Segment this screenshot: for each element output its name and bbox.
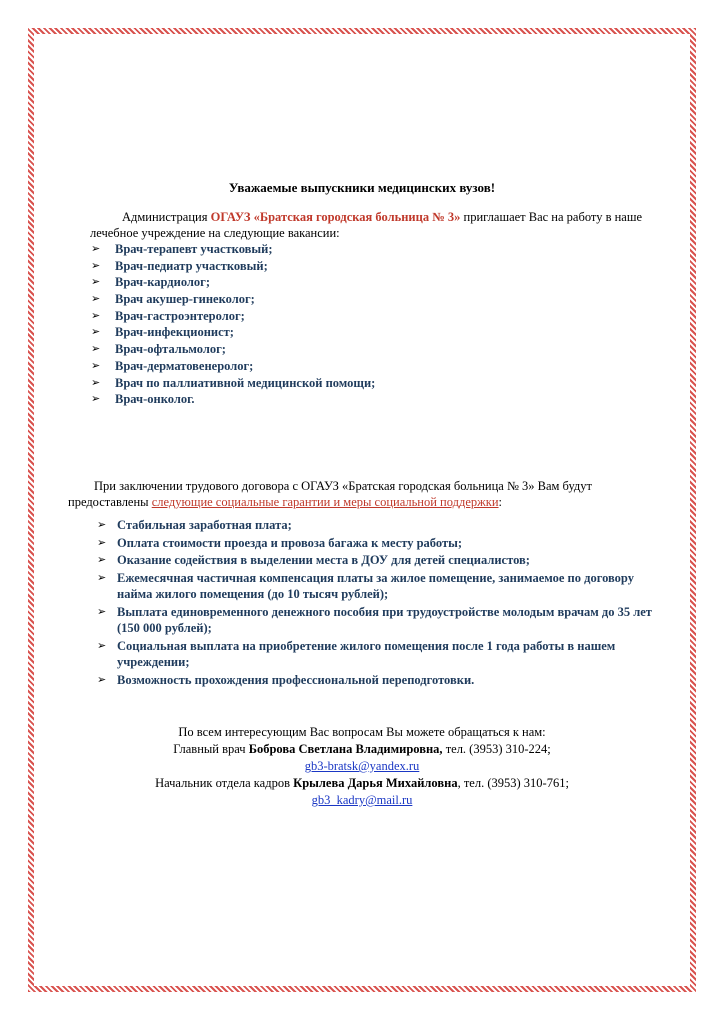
intro-before: Администрация — [122, 210, 211, 224]
arrowhead-bullet-icon: ➢ — [91, 242, 101, 255]
arrowhead-bullet-icon: ➢ — [97, 604, 107, 618]
vacancy-item: ➢ Врач-дерматовенеролог; — [91, 358, 254, 373]
arrowhead-bullet-icon: ➢ — [91, 275, 101, 289]
arrowhead-bullet-icon: ➢ — [97, 518, 107, 531]
hr-head-name: Крылева Дарья Михайловна — [293, 776, 458, 790]
guarantee-item: ➢ Возможность прохождения профессиональной переподготовки. — [97, 672, 475, 687]
arrowhead-bullet-icon: ➢ — [97, 570, 107, 584]
guarantee-item: ➢ Выплата единовременного денежного пособия при трудоустройстве молодым врачам до 35 лет (150 000 рублей); — [97, 604, 652, 635]
vacancy-item: ➢ Врач-кардиолог; — [91, 275, 211, 290]
arrowhead-bullet-icon: ➢ — [91, 308, 101, 322]
arrowhead-bullet-icon: ➢ — [97, 638, 107, 652]
arrowhead-bullet-icon: ➢ — [91, 292, 101, 306]
vacancy-item: ➢ Врач-терапевт участковый; — [91, 242, 273, 256]
arrowhead-bullet-icon: ➢ — [91, 358, 101, 372]
contract-after: : — [498, 495, 503, 509]
contacts-intro: По всем интересующим Вас вопросам Вы можете обращаться к нам: — [178, 725, 546, 739]
guarantees-highlight: следующие социальные гарантии и меры социальной поддержки — [151, 495, 499, 509]
arrowhead-bullet-icon: ➢ — [97, 553, 107, 566]
arrowhead-bullet-icon: ➢ — [97, 535, 107, 549]
arrowhead-bullet-icon: ➢ — [91, 392, 101, 406]
chief-doctor-line: Главный врач Боброва Светлана Владимировна, тел. (3953) 310-224; — [173, 742, 551, 756]
contract-paragraph — [68, 478, 648, 510]
guarantee-item: ➢ Ежемесячная частичная компенсация платы за жилое помещение, занимаемое по договору найма жилого помещения (до 10 тысяч рублей); — [97, 570, 634, 601]
guarantee-item: ➢ Оплата стоимости проезда и провоза багажа к месту работы; — [97, 535, 463, 550]
hr-email-link[interactable]: gb3_kadry@mail.ru — [311, 793, 413, 807]
guarantee-item: ➢ Стабильная заработная плата; — [97, 518, 292, 532]
arrowhead-bullet-icon: ➢ — [91, 342, 101, 356]
vacancy-item: ➢ Врач-офтальмолог; — [91, 342, 226, 357]
vacancy-item: ➢ Врач-педиатр участковый; — [91, 258, 268, 273]
vacancy-item: ➢ Врач-инфекционист; — [91, 325, 234, 340]
arrowhead-bullet-icon: ➢ — [97, 672, 107, 686]
vacancy-item: ➢ Врач по паллиативной медицинской помощи; — [91, 375, 376, 390]
vacancy-item: ➢ Врач акушер-гинеколог; — [91, 292, 255, 307]
vacancy-item: ➢ Врач-гастроэнтеролог; — [91, 308, 245, 323]
contacts-block — [0, 724, 724, 809]
arrowhead-bullet-icon: ➢ — [91, 325, 101, 339]
vacancy-list — [89, 241, 649, 408]
page-title: Уважаемые выпускники медицинских вузов! — [228, 180, 496, 195]
guarantee-list — [95, 517, 667, 689]
intro-paragraph — [90, 209, 660, 241]
contract-before: При заключении трудового договора с ОГАУЗ «Братская городская больница № 3» Вам будут предоставлены — [68, 479, 592, 509]
chief-email-link[interactable]: gb3-bratsk@yandex.ru — [304, 759, 420, 773]
hospital-name: ОГАУЗ «Братская городская больница № 3» — [210, 210, 461, 224]
hr-head-line: Начальник отдела кадров Крылева Дарья Михайловна, тел. (3953) 310-761; — [155, 776, 569, 790]
guarantee-item: ➢ Социальная выплата на приобретение жилого помещения после 1 года работы в нашем учреждении; — [97, 638, 616, 669]
vacancy-item: ➢ Врач-онколог. — [91, 392, 195, 407]
arrowhead-bullet-icon: ➢ — [91, 258, 101, 272]
arrowhead-bullet-icon: ➢ — [91, 375, 101, 389]
intro-after: приглашает Вас на работу в наше лечебное учреждение на следующие вакансии: — [90, 210, 643, 240]
guarantee-item: ➢ Оказание содействия в выделении места в ДОУ для детей специалистов; — [97, 553, 530, 567]
chief-doctor-name: Боброва Светлана Владимировна, — [248, 742, 443, 756]
